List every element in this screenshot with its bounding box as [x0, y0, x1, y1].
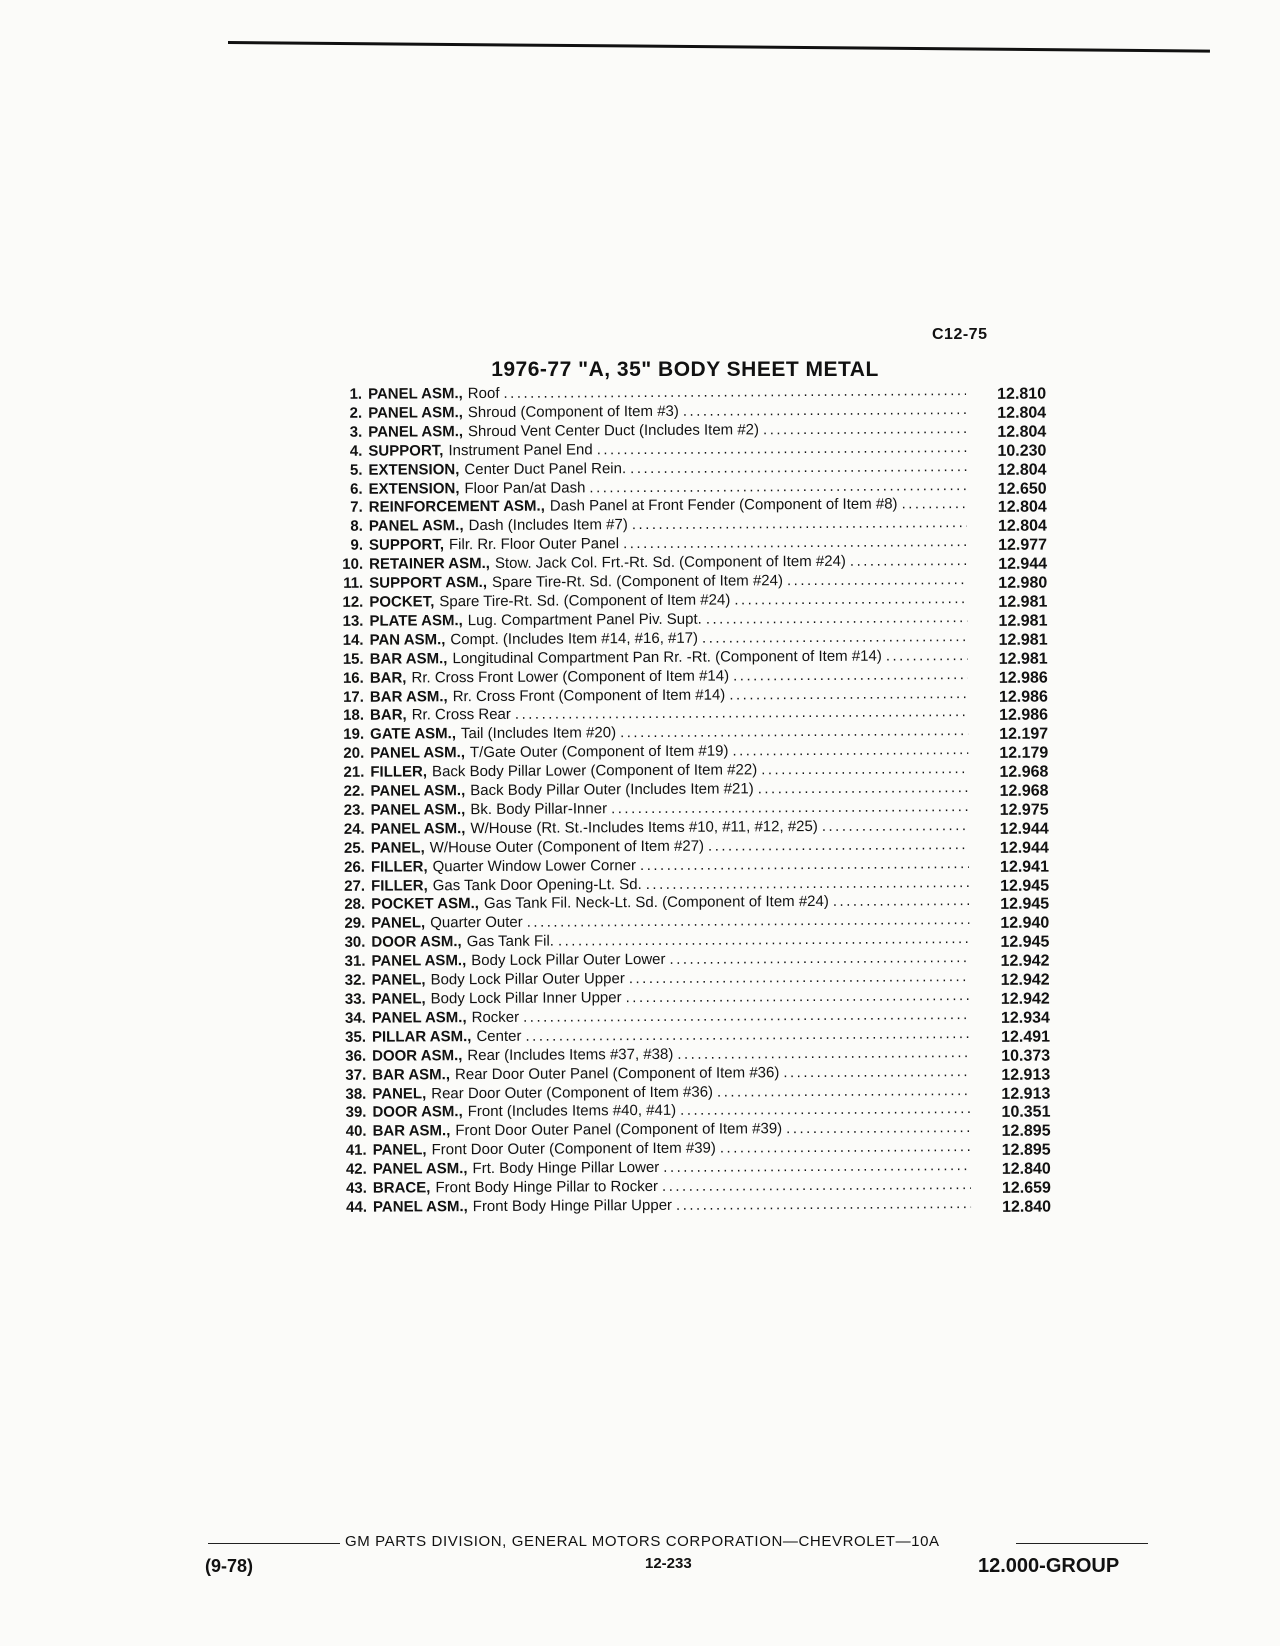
item-group-code: 12.804	[997, 423, 1047, 441]
item-number: 22.	[343, 782, 365, 800]
item-group-code: 12.986	[999, 706, 1049, 725]
item-number: 26.	[344, 858, 365, 876]
item-number: 42.	[345, 1160, 367, 1179]
item-description: Gas Tank Door Opening-Lt. Sd.	[432, 875, 642, 894]
item-part-name: BAR ASM.,	[372, 1122, 451, 1141]
item-number: 14.	[342, 631, 364, 649]
dot-leader	[782, 1119, 971, 1139]
item-group-code: 12.945	[1000, 896, 1050, 914]
item-group-code: 12.941	[999, 858, 1050, 876]
item-group-code: 12.942	[1000, 952, 1050, 971]
item-part-name: POCKET ASM.,	[371, 895, 480, 914]
item-description: Rr. Cross Front (Component of Item #14)	[452, 686, 726, 705]
item-number: 10.	[342, 555, 364, 574]
dot-leader	[554, 930, 970, 951]
item-description: Gas Tank Fil. Neck-Lt. Sd. (Component of Item #24)	[483, 893, 829, 913]
item-group-code: 12.944	[999, 839, 1049, 857]
item-part-name: GATE ASM.,	[370, 725, 457, 744]
item-number: 11.	[343, 574, 364, 592]
footer-rule-left	[208, 1543, 340, 1544]
item-description: Rear Door Outer (Component of Item #36)	[431, 1083, 714, 1102]
item-number: 33.	[344, 990, 366, 1008]
item-number: 25.	[343, 839, 365, 857]
dot-leader	[704, 836, 969, 857]
dot-leader	[818, 817, 969, 837]
item-part-name: DOOR ASM.,	[371, 933, 462, 951]
item-part-name: PANEL,	[371, 990, 426, 1008]
item-part-name: BAR,	[369, 669, 407, 687]
item-part-name: EXTENSION,	[368, 479, 460, 498]
item-group-code: 12.913	[1001, 1085, 1051, 1103]
item-description: Back Body Pillar Outer (Includes Item #21)	[470, 780, 754, 800]
dot-leader	[658, 1176, 971, 1197]
item-description: Spare Tire-Rt. Sd. (Component of Item #24)	[439, 591, 731, 611]
dot-leader	[725, 685, 968, 705]
item-description: Body Lock Pillar Outer Lower	[471, 951, 666, 970]
item-part-name: PANEL ASM.,	[370, 819, 466, 838]
item-number: 31.	[344, 952, 366, 971]
item-part-name: PLATE ASM.,	[369, 611, 463, 630]
item-number: 20.	[343, 744, 365, 763]
item-number: 17.	[342, 688, 364, 706]
item-description: Center Duct Panel Rein.	[464, 459, 627, 478]
item-group-code: 12.981	[998, 612, 1048, 630]
item-description: Spare Tire-Rt. Sd. (Component of Item #24)	[491, 572, 784, 592]
item-number: 13.	[342, 612, 364, 630]
item-part-name: PANEL ASM.,	[372, 1198, 468, 1216]
item-part-name: PANEL,	[371, 914, 426, 933]
item-group-code: 12.491	[1001, 1028, 1051, 1046]
item-number: 43.	[345, 1179, 367, 1197]
item-group-code: 12.659	[1001, 1179, 1051, 1197]
item-part-name: PANEL ASM.,	[370, 744, 466, 762]
item-part-name: PANEL ASM.,	[368, 404, 463, 422]
item-group-code: 12.968	[999, 782, 1049, 800]
dot-leader	[665, 949, 969, 970]
item-group-code: 12.945	[1000, 877, 1050, 895]
item-part-name: DOOR ASM.,	[372, 1103, 463, 1122]
item-number: 21.	[343, 763, 365, 781]
item-group-code: 12.913	[1001, 1066, 1051, 1084]
item-number: 7.	[350, 499, 363, 517]
item-number: 8.	[350, 518, 363, 536]
item-part-name: BAR ASM.,	[369, 649, 448, 668]
item-number: 2.	[349, 404, 363, 422]
item-part-name: SUPPORT ASM.,	[369, 574, 488, 592]
item-number: 32.	[344, 971, 366, 989]
dot-leader	[622, 987, 970, 1008]
dot-leader	[616, 722, 968, 743]
item-number: 15.	[342, 650, 364, 668]
item-part-name: PAN ASM.,	[369, 631, 446, 649]
item-part-name: PANEL,	[370, 839, 425, 857]
item-number: 23.	[343, 801, 365, 819]
dot-leader	[728, 741, 968, 761]
item-number: 44.	[346, 1198, 368, 1216]
item-description: Rear (Includes Items #37, #38)	[467, 1045, 674, 1064]
item-number: 39.	[345, 1104, 367, 1122]
dot-leader	[829, 893, 969, 913]
item-part-name: PANEL ASM.,	[370, 782, 466, 800]
item-number: 41.	[345, 1141, 367, 1160]
dot-leader	[593, 439, 967, 460]
item-group-code: 12.986	[998, 688, 1048, 706]
dot-leader	[882, 647, 968, 666]
item-group-code: 12.804	[997, 404, 1047, 422]
item-part-name: PANEL,	[372, 1084, 427, 1103]
item-body	[373, 1195, 971, 1218]
item-number: 12.	[342, 593, 364, 611]
footer-page-number: 12-233	[645, 1555, 692, 1572]
footer-date: (9-78)	[205, 1556, 254, 1576]
item-group-code: 12.981	[998, 593, 1048, 611]
item-part-name: EXTENSION,	[368, 460, 460, 479]
dot-leader	[757, 760, 968, 780]
item-description: Quarter Outer	[430, 914, 523, 932]
item-part-name: PANEL ASM.,	[372, 1160, 468, 1178]
dot-leader	[659, 1157, 971, 1178]
footer-rule-right	[1016, 1543, 1148, 1544]
item-description: Front Door Outer Panel (Component of Item #39)	[455, 1120, 783, 1140]
item-part-name: PANEL ASM.,	[367, 385, 463, 403]
item-part-name: PANEL ASM.,	[370, 801, 466, 819]
item-part-name: DOOR ASM.,	[372, 1046, 463, 1065]
dot-leader	[897, 495, 966, 514]
item-number: 16.	[342, 669, 364, 687]
item-description: Body Lock Pillar Outer Upper	[430, 970, 625, 989]
document-title: 1976-77 "A, 35" BODY SHEET METAL	[491, 358, 879, 381]
item-number: 9.	[350, 536, 364, 555]
dot-leader	[729, 666, 968, 686]
item-part-name: REINFORCEMENT ASM.,	[368, 498, 545, 517]
dot-leader	[642, 874, 969, 895]
dot-leader	[754, 779, 969, 799]
item-group-code: 12.981	[998, 650, 1048, 668]
dot-leader	[698, 628, 968, 649]
item-group-code: 12.944	[998, 555, 1048, 574]
item-group-code: 12.840	[1002, 1198, 1052, 1216]
item-description: Roof	[467, 384, 500, 403]
item-description: Gas Tank Fil.	[466, 932, 554, 951]
item-group-code: 12.942	[1000, 990, 1050, 1008]
footer-division: GM PARTS DIVISION, GENERAL MOTORS CORPORATION—CHEVROLET—10A	[345, 1533, 940, 1550]
dot-leader	[625, 968, 970, 989]
item-number: 40.	[345, 1123, 367, 1141]
item-description: Quarter Window Lower Corner	[432, 856, 637, 875]
item-group-code: 12.804	[997, 461, 1047, 479]
item-description: Rr. Cross Front Lower (Component of Item #14)	[411, 667, 730, 687]
item-part-name: FILLER,	[370, 857, 428, 876]
item-group-code: 12.940	[1000, 914, 1050, 933]
item-number: 6.	[350, 480, 363, 498]
item-number: 3.	[349, 423, 363, 441]
item-description: Longitudinal Compartment Pan Rr. -Rt. (Component of Item #14)	[452, 647, 882, 667]
item-group-code: 12.977	[997, 536, 1048, 555]
item-group-code: 12.895	[1001, 1122, 1051, 1141]
dot-leader	[636, 855, 969, 876]
item-number: 27.	[344, 877, 366, 895]
item-description: Tail (Includes Item #20)	[460, 724, 617, 743]
item-description: Rocker	[471, 1008, 520, 1026]
item-number: 35.	[345, 1028, 367, 1046]
item-part-name: PILLAR ASM.,	[371, 1027, 472, 1046]
item-description: T/Gate Outer (Component of Item #19)	[469, 742, 729, 762]
item-description: Rr. Cross Rear	[411, 706, 511, 724]
dot-leader	[716, 1138, 971, 1158]
item-description: Front (Includes Items #40, #41)	[467, 1102, 677, 1121]
dot-leader	[676, 1100, 970, 1121]
item-description: Front Door Outer (Component of Item #39)	[431, 1139, 716, 1159]
dot-leader	[619, 533, 967, 554]
item-description: Front Body Hinge Pillar Upper	[472, 1196, 673, 1216]
item-number: 36.	[345, 1047, 367, 1065]
dot-leader	[759, 420, 966, 440]
item-description: W/House Outer (Component of Item #27)	[429, 837, 705, 857]
dot-leader	[783, 571, 967, 591]
item-group-code: 12.804	[997, 517, 1047, 536]
item-description: Back Body Pillar Lower (Component of Item #22)	[431, 761, 758, 781]
top-rule	[228, 41, 1210, 53]
item-part-name: RETAINER ASM.,	[369, 555, 490, 573]
item-description: Shroud Vent Center Duct (Includes Item #2)	[467, 421, 760, 440]
dot-leader	[679, 401, 966, 422]
item-group-code: 12.810	[997, 385, 1047, 403]
item-number: 34.	[344, 1009, 366, 1027]
part-item	[323, 1194, 1073, 1217]
item-group-code: 12.804	[997, 498, 1047, 517]
item-part-name: SUPPORT,	[368, 536, 445, 554]
item-description: Shroud (Component of Item #3)	[467, 402, 679, 421]
item-group-code: 12.650	[997, 480, 1047, 498]
item-part-name: PANEL ASM.,	[371, 952, 467, 970]
dot-leader	[779, 1063, 970, 1083]
item-part-name: BAR ASM.,	[369, 687, 448, 706]
item-group-code: 12.981	[998, 631, 1048, 649]
item-description: Filr. Rr. Floor Outer Panel	[448, 535, 620, 554]
item-number: 37.	[345, 1066, 367, 1084]
dot-leader	[626, 458, 966, 479]
item-part-name: BAR,	[369, 706, 407, 725]
item-description: Frt. Body Hinge Pillar Lower	[472, 1159, 660, 1178]
item-group-code: 12.980	[998, 574, 1048, 592]
item-number: 28.	[344, 896, 366, 914]
item-description: Lug. Compartment Panel Piv. Supt.	[467, 610, 702, 629]
item-description: Dash (Includes Item #7)	[468, 516, 628, 535]
parts-list	[318, 381, 1073, 1217]
item-description: Bk. Body Pillar-Inner	[470, 800, 608, 819]
dot-leader	[673, 1044, 970, 1065]
item-part-name: FILLER,	[370, 763, 428, 781]
item-description: Body Lock Pillar Inner Upper	[430, 989, 622, 1008]
item-group-code: 12.975	[999, 801, 1049, 819]
dot-leader	[628, 514, 967, 535]
item-group-code: 12.934	[1000, 1009, 1050, 1027]
item-group-code: 12.840	[1001, 1160, 1051, 1178]
item-number: 4.	[349, 442, 363, 460]
item-description: W/House (Rt. St.-Includes Items #10, #11, #12, #25)	[470, 817, 818, 837]
item-part-name: PANEL,	[372, 1141, 427, 1159]
item-group-code: 12.179	[999, 744, 1049, 763]
item-description: Compt. (Includes Item #14, #16, #17)	[450, 629, 699, 648]
item-part-name: SUPPORT,	[368, 441, 444, 460]
dot-leader	[730, 590, 967, 610]
item-group-code: 10.351	[1001, 1103, 1051, 1122]
item-group-code: 10.230	[997, 442, 1047, 460]
item-description: Center	[476, 1027, 522, 1045]
item-part-name: PANEL ASM.,	[368, 517, 464, 536]
page-code: C12-75	[932, 326, 988, 343]
item-number: 1.	[349, 385, 363, 403]
item-group-code: 12.945	[1000, 933, 1050, 952]
item-part-name: PANEL,	[371, 971, 426, 989]
dot-leader	[702, 609, 968, 630]
dot-leader	[607, 798, 969, 819]
item-part-name: FILLER,	[371, 876, 428, 895]
item-group-code: 12.944	[999, 820, 1049, 838]
item-number: 5.	[349, 461, 363, 479]
item-description: Front Body Hinge Pillar to Rocker	[435, 1178, 659, 1197]
item-group-code: 12.197	[999, 725, 1049, 744]
item-group-code: 10.373	[1001, 1047, 1051, 1065]
item-number: 18.	[343, 707, 365, 725]
dot-leader	[672, 1195, 971, 1216]
item-number: 29.	[344, 915, 366, 933]
item-number: 24.	[343, 820, 365, 838]
dot-leader	[585, 477, 966, 498]
item-part-name: POCKET,	[369, 593, 435, 611]
item-group-code: 12.895	[1001, 1141, 1051, 1160]
item-number: 38.	[345, 1085, 367, 1103]
item-description: Instrument Panel End	[448, 441, 593, 459]
item-description: Floor Pan/at Dash	[464, 478, 586, 497]
item-part-name: BAR ASM.,	[372, 1065, 451, 1084]
item-number: 30.	[344, 934, 366, 952]
footer-group: 12.000-GROUP	[978, 1555, 1120, 1577]
item-part-name: PANEL ASM.,	[371, 1009, 467, 1027]
item-part-name: PANEL ASM.,	[368, 422, 464, 441]
item-group-code: 12.968	[999, 763, 1049, 781]
item-description: Dash Panel at Front Fender (Component of Item #8)	[549, 495, 898, 516]
item-description: Rear Door Outer Panel (Component of Item #36)	[454, 1063, 780, 1083]
item-group-code: 12.986	[998, 669, 1048, 687]
dot-leader	[846, 552, 967, 572]
item-description: Stow. Jack Col. Frt.-Rt. Sd. (Component of Item #24)	[494, 552, 846, 573]
item-group-code: 12.942	[1000, 971, 1050, 989]
item-part-name: BRACE,	[372, 1179, 431, 1197]
item-number: 19.	[343, 726, 365, 744]
dot-leader	[713, 1082, 970, 1102]
